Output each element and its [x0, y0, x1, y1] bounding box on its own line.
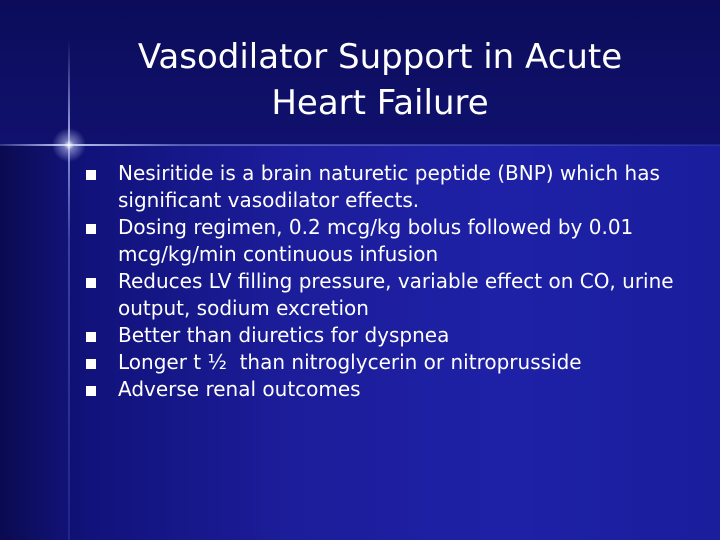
bullet-list [86, 160, 696, 403]
bullet-text: Better than diuretics for dyspnea [118, 323, 450, 347]
vertical-accent-line [68, 40, 70, 540]
slide-title-line: Vasodilator Support in Acute [137, 37, 623, 77]
square-bullet-icon [86, 386, 96, 396]
square-bullet-icon [86, 332, 96, 342]
bullet-text: Longer t ½ than nitroglycerin or nitroprusside [118, 350, 582, 374]
square-bullet-icon [86, 224, 96, 234]
list-item [86, 322, 696, 349]
list-item [86, 268, 696, 322]
square-bullet-icon [86, 170, 96, 180]
bullet-text: Dosing regimen, 0.2 mcg/kg bolus followed by 0.01 mcg/kg/min continuous infusion [118, 215, 634, 266]
slide-title [100, 34, 660, 126]
left-band [0, 145, 70, 540]
square-bullet-icon [86, 359, 96, 369]
bullet-text: Nesiritide is a brain naturetic peptide (BNP) which has significant vasodilator effects. [118, 161, 660, 212]
list-item [86, 376, 696, 403]
bullet-text: Adverse renal outcomes [118, 377, 361, 401]
star-glow-icon [49, 125, 89, 165]
list-item [86, 349, 696, 376]
bullet-text: Reduces LV filling pressure, variable effect on CO, urine output, sodium excretion [118, 269, 674, 320]
list-item [86, 214, 696, 268]
horizontal-accent-line [0, 144, 720, 146]
square-bullet-icon [86, 278, 96, 288]
list-item [86, 160, 696, 214]
slide-title-line: Heart Failure [271, 83, 489, 123]
